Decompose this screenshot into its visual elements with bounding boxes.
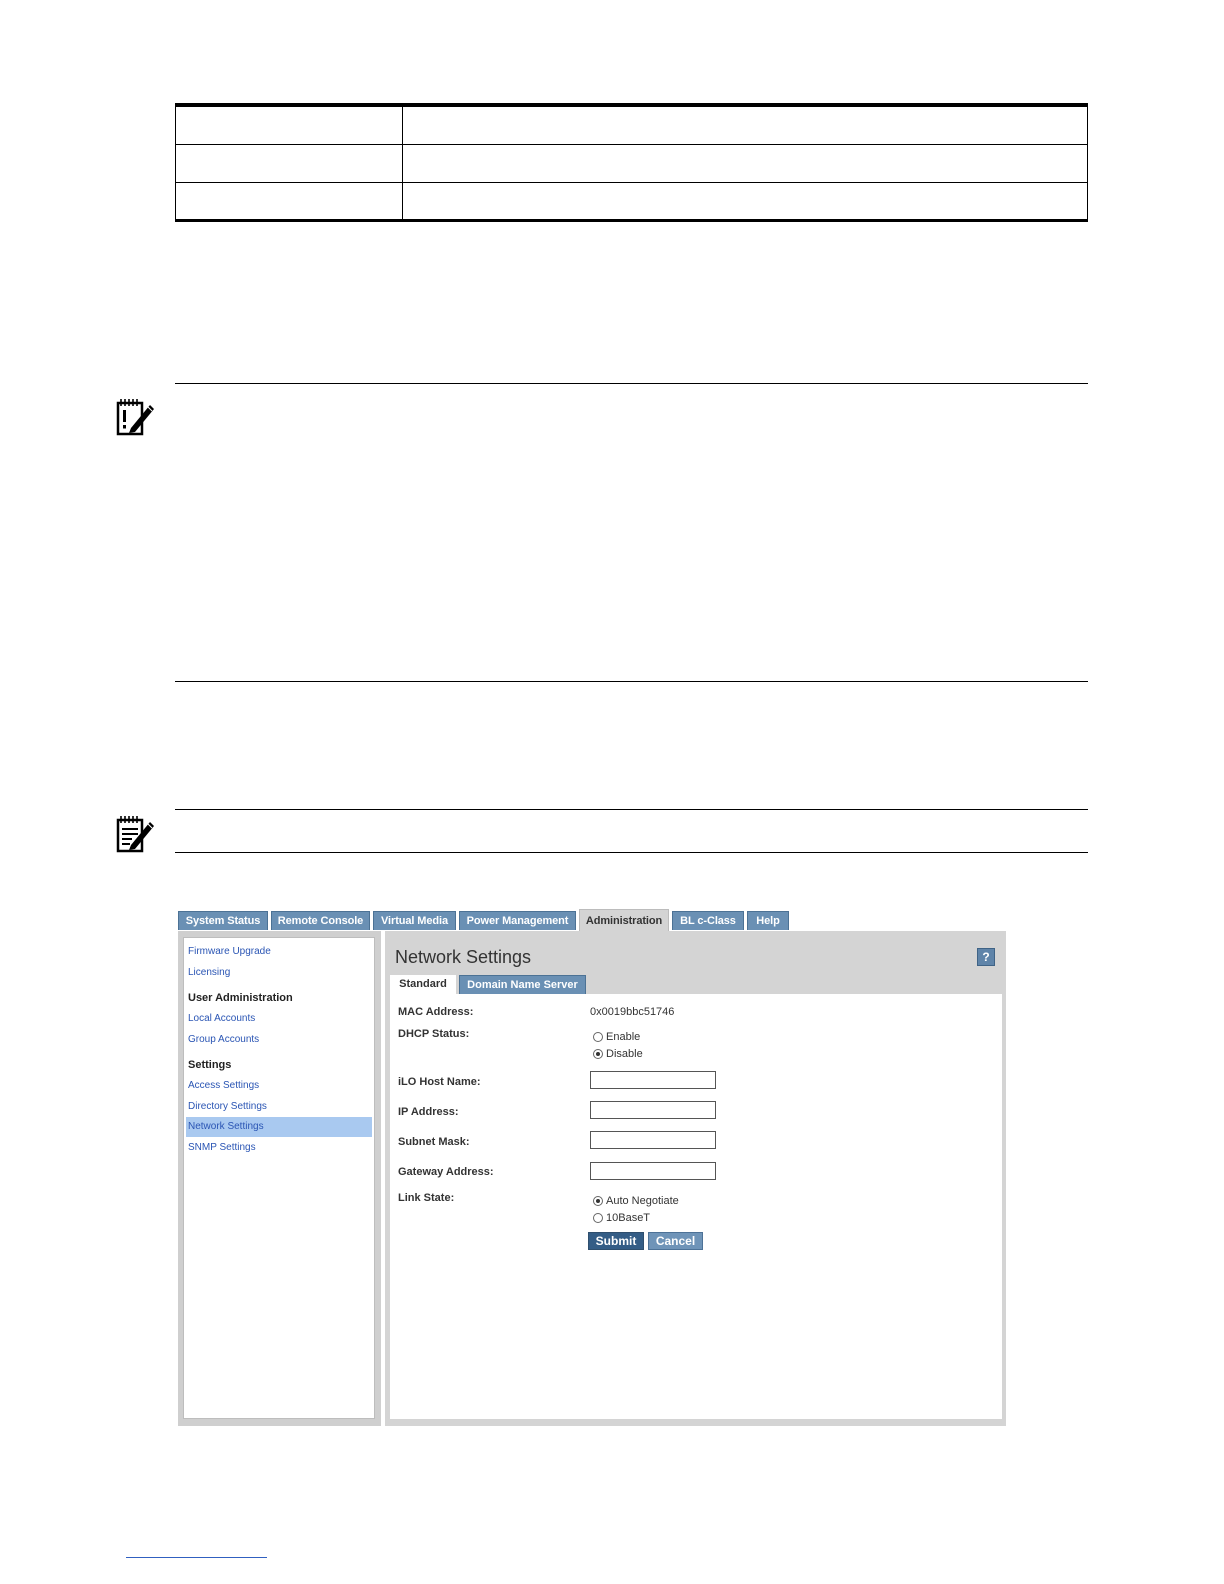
sidebar-item-group-accounts[interactable]: Group Accounts [188,1034,260,1045]
sidebar-heading-settings: Settings [188,1059,232,1071]
dhcp-enable-label: Enable [606,1031,641,1043]
top-tab-bar [178,909,1006,931]
note-top-rule [175,809,1088,810]
tab-administration[interactable]: Administration [579,909,669,931]
page-title: Network Settings [395,947,532,967]
important-top-rule [175,383,1088,384]
dhcp-enable-radio[interactable] [593,1032,603,1042]
sidebar [178,931,381,1426]
ip-address-label: IP Address: [398,1106,459,1118]
ilo-host-name-label: iLO Host Name: [398,1076,481,1088]
sidebar-item-snmp-settings[interactable]: SNMP Settings [188,1142,256,1153]
note-icon [114,814,156,854]
subtab-domain-name-server[interactable]: Domain Name Server [459,975,586,994]
link-auto-negotiate-label: Auto Negotiate [606,1195,679,1207]
dhcp-disable-option[interactable] [593,1048,643,1062]
table-cell [403,105,1088,145]
ilo-network-settings-screenshot [178,909,1006,1426]
table-cell [176,105,403,145]
tab-power-management[interactable]: Power Management [459,911,576,930]
table-row [176,183,1088,221]
ilo-host-name-input[interactable] [590,1071,716,1089]
table-cell [403,145,1088,183]
dhcp-enable-option[interactable] [593,1031,640,1045]
mac-address-value: 0x0019bbc51746 [590,1006,675,1018]
table-row [176,105,1088,145]
network-settings-form [390,994,1002,1419]
dhcp-disable-label: Disable [606,1048,643,1060]
sidebar-item-network-settings[interactable]: Network Settings [188,1121,264,1132]
tab-help[interactable]: Help [747,911,789,930]
main-panel [385,931,1006,1426]
sidebar-item-local-accounts[interactable]: Local Accounts [188,1013,256,1024]
table-row [176,145,1088,183]
subnet-mask-input[interactable] [590,1131,716,1149]
mac-address-label: MAC Address: [398,1006,474,1018]
tab-virtual-media[interactable]: Virtual Media [373,911,456,930]
reference-table [175,103,1088,222]
link-10baset-radio[interactable] [593,1213,603,1223]
subnet-mask-label: Subnet Mask: [398,1136,470,1148]
form-buttons [588,1232,708,1250]
important-bottom-rule [175,681,1088,682]
sidebar-item-access-settings[interactable]: Access Settings [188,1080,260,1091]
dhcp-status-label: DHCP Status: [398,1028,470,1040]
footer-link-rule [126,1557,267,1558]
subtab-standard[interactable]: Standard [390,975,456,994]
table-cell [403,183,1088,221]
tab-system-status[interactable]: System Status [178,911,268,930]
ip-address-input[interactable] [590,1101,716,1119]
submit-button[interactable]: Submit [588,1232,644,1250]
link-10baset-label: 10BaseT [606,1212,651,1224]
sidebar-item-licensing[interactable]: Licensing [188,967,231,978]
gateway-address-label: Gateway Address: [398,1166,494,1178]
sidebar-item-firmware-upgrade[interactable]: Firmware Upgrade [188,946,271,957]
dhcp-disable-radio[interactable] [593,1049,603,1059]
link-state-label: Link State: [398,1192,455,1204]
table-cell [176,145,403,183]
gateway-address-input[interactable] [590,1162,716,1180]
help-button[interactable]: ? [977,948,995,966]
link-auto-negotiate-option[interactable] [593,1195,679,1209]
table-cell [176,183,403,221]
link-auto-negotiate-radio[interactable] [593,1196,603,1206]
sidebar-heading-user-administration: User Administration [188,992,293,1004]
link-10baset-option[interactable] [593,1212,650,1226]
tab-remote-console[interactable]: Remote Console [271,911,370,930]
important-note-icon [114,397,156,437]
sidebar-item-directory-settings[interactable]: Directory Settings [188,1101,267,1112]
note-bottom-rule [175,852,1088,853]
tab-bl-c-class[interactable]: BL c-Class [672,911,744,930]
sidebar-menu [183,937,375,1419]
cancel-button[interactable]: Cancel [648,1232,703,1250]
